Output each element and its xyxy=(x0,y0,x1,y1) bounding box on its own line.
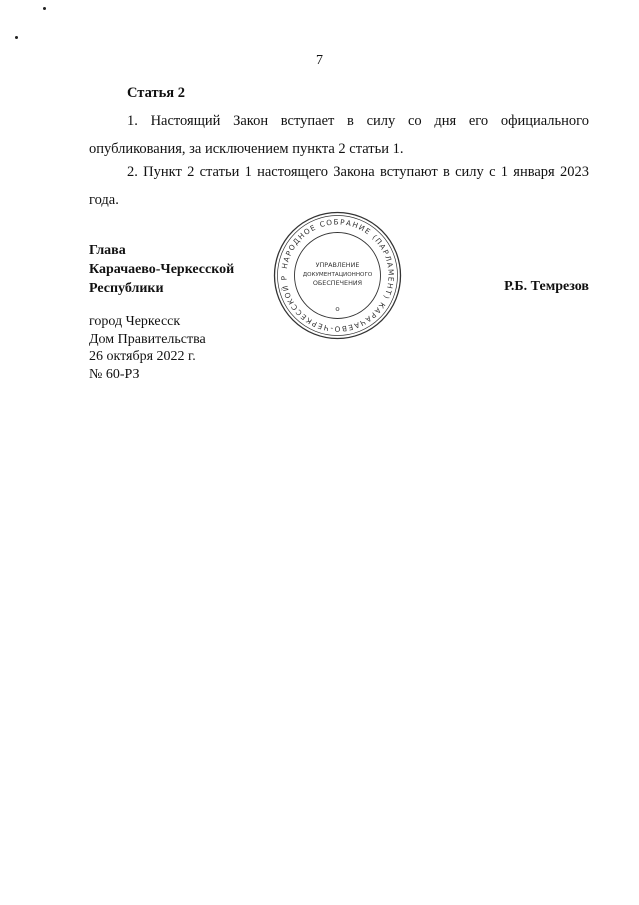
law-number: № 60-РЗ xyxy=(89,366,140,382)
paragraph-text: 2. Пункт 2 статьи 1 настоящего Закона вступают в силу с 1 января 2023 года. xyxy=(89,164,589,208)
place-line: Дом Правительства xyxy=(89,331,206,347)
stamp-center-line: ДОКУМЕНТАЦИОННОГО xyxy=(302,272,373,278)
article-paragraph-1 xyxy=(89,107,589,163)
page-number: 7 xyxy=(316,53,323,68)
place-line: город Черкесск xyxy=(89,314,181,329)
article-paragraph-2 xyxy=(89,158,589,214)
place-and-date-block xyxy=(89,313,206,383)
paragraph-text: 1. Настоящий Закон вступает в силу со дня его официального опубликования, за исключением пункта 2 статьи 1. xyxy=(89,113,589,157)
article-heading: Статья 2 xyxy=(127,85,185,101)
scan-speck xyxy=(43,7,46,10)
signatory-title xyxy=(89,241,234,298)
signatory-name: Р.Б. Темрезов xyxy=(504,279,589,294)
official-stamp xyxy=(271,209,404,342)
stamp-center-line: УПРАВЛЕНИЕ xyxy=(315,261,360,269)
date-line: 26 октября 2022 г. xyxy=(89,349,196,364)
signatory-title-line: Глава xyxy=(89,243,126,258)
stamp-seal-graphic xyxy=(271,209,404,342)
stamp-ring-text: НАРОДНОЕ СОБРАНИЕ (ПАРЛАМЕНТ) КАРАЧАЕВО-ЧЕРКЕССКОЙ Р xyxy=(279,217,396,334)
signatory-title-line: Республики xyxy=(89,281,164,296)
signatory-title-line: Карачаево-Черкесской xyxy=(89,262,235,277)
scan-speck xyxy=(15,36,18,39)
stamp-center-line: ОБЕСПЕЧЕНИЯ xyxy=(312,279,363,287)
